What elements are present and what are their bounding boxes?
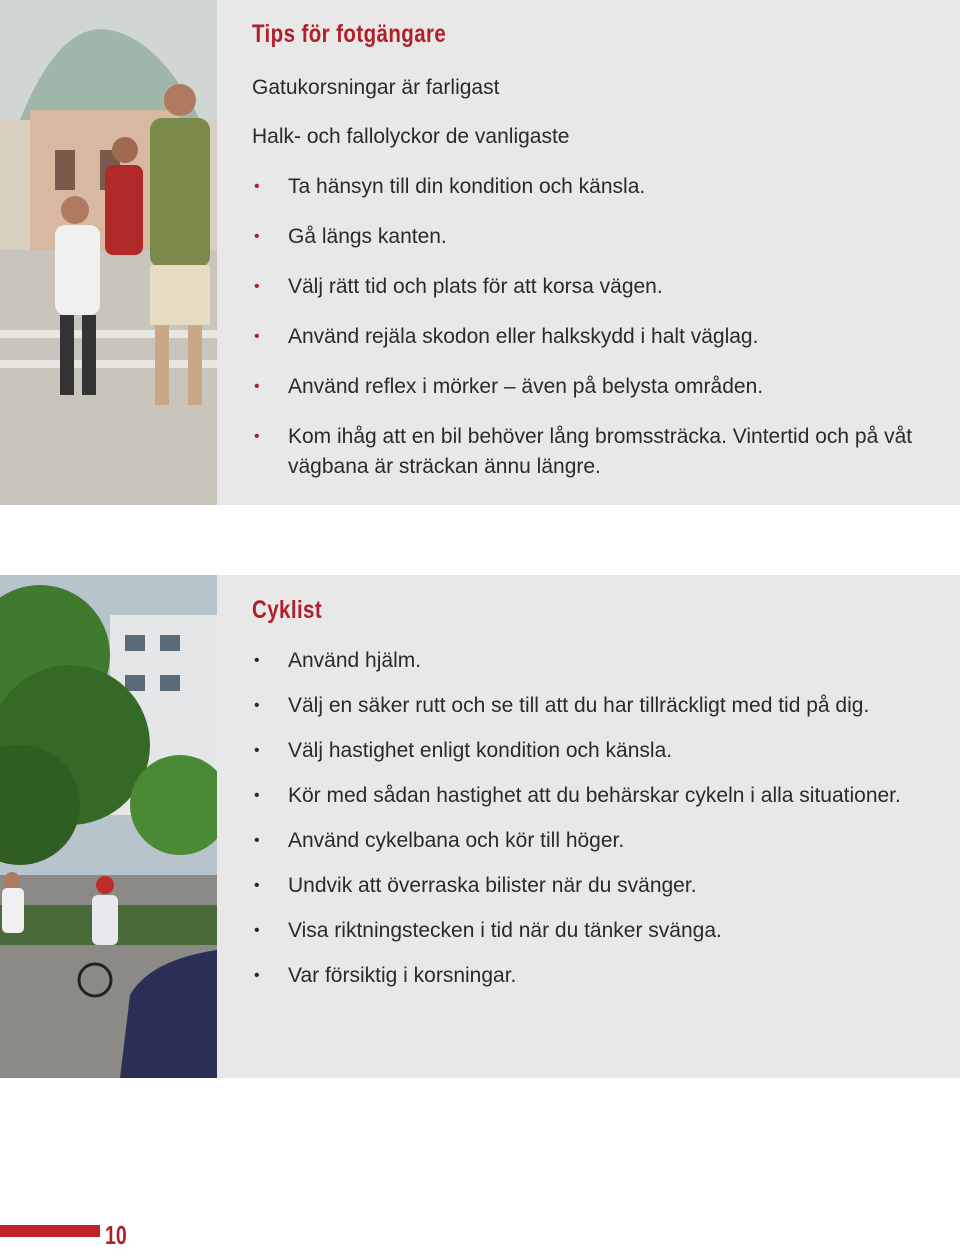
bullet-icon: •: [254, 832, 260, 849]
list-item: • Välj en säker rutt och se till att du har tillräckligt med tid på dig.: [252, 691, 932, 721]
pedestrians-heading: Tips för fotgängare: [252, 20, 447, 48]
list-item: • Ta hänsyn till din kondition och känsla.: [252, 172, 932, 202]
cyclists-photo: [0, 575, 217, 1078]
list-item: • Använd hjälm.: [252, 646, 932, 676]
bullet-icon: •: [254, 278, 260, 295]
list-item: • Välj hastighet enligt kondition och känsla.: [252, 736, 932, 766]
bullet-icon: •: [254, 428, 260, 445]
list-item: • Undvik att överraska bilister när du svänger.: [252, 871, 932, 901]
list-item: • Använd cykelbana och kör till höger.: [252, 826, 932, 856]
list-item: • Använd rejäla skodon eller halkskydd i halt väglag.: [252, 322, 932, 352]
list-item: • Kom ihåg att en bil behöver lång bromssträcka. Vintertid och på våt vägbana är sträckan ännu längre.: [252, 422, 932, 482]
bullet-icon: •: [254, 378, 260, 395]
bullet-icon: •: [254, 652, 260, 669]
list-item: • Välj rätt tid och plats för att korsa vägen.: [252, 272, 932, 302]
bullet-icon: •: [254, 178, 260, 195]
bullet-icon: •: [254, 742, 260, 759]
pedestrians-photo: [0, 0, 217, 505]
cyclists-heading: Cyklist: [252, 596, 323, 624]
bullet-icon: •: [254, 967, 260, 984]
list-item: • Använd reflex i mörker – även på belysta områden.: [252, 372, 932, 402]
list-item: • Gå längs kanten.: [252, 222, 932, 252]
bullet-icon: •: [254, 697, 260, 714]
bullet-icon: •: [254, 228, 260, 245]
pedestrians-subtitle-1: Gatukorsningar är farligast: [252, 76, 500, 99]
bullet-icon: •: [254, 787, 260, 804]
list-item: • Var försiktig i korsningar.: [252, 961, 932, 991]
list-item: • Visa riktningstecken i tid när du tänker svänga.: [252, 916, 932, 946]
cyclists-tips-list: [252, 646, 932, 1006]
pedestrians-tips-list: [252, 172, 932, 502]
pedestrians-subtitle-2: Halk- och fallolyckor de vanligaste: [252, 125, 570, 148]
list-item: • Kör med sådan hastighet att du behärskar cykeln i alla situationer.: [252, 781, 932, 811]
page-number: 10: [105, 1220, 127, 1250]
bullet-icon: •: [254, 922, 260, 939]
bullet-icon: •: [254, 877, 260, 894]
bullet-icon: •: [254, 328, 260, 345]
footer-accent-bar: [0, 1225, 100, 1237]
